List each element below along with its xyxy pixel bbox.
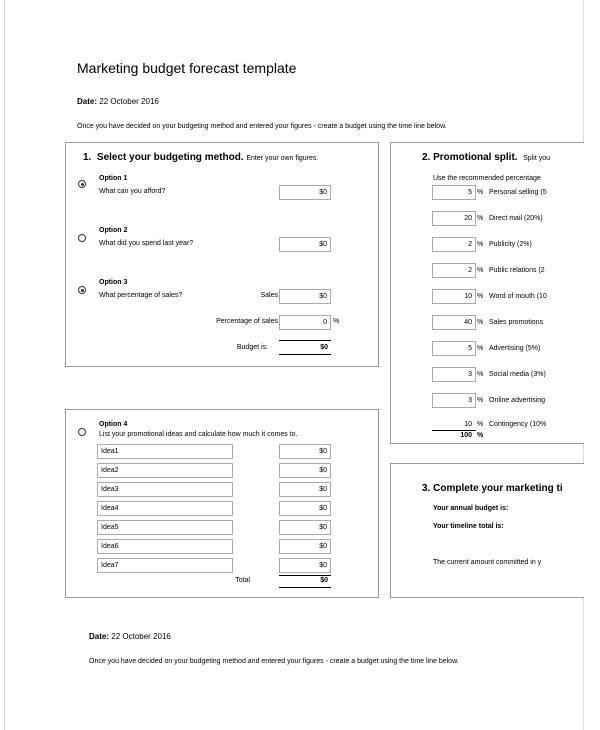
option4-radio[interactable] xyxy=(78,428,86,436)
idea6-amount-input[interactable]: $0 xyxy=(279,539,331,554)
section2-number: 2. xyxy=(422,152,431,163)
ideas-total-value: $0 xyxy=(320,577,328,584)
intro-text: Once you have decided on your budgeting method and entered your figures - create a budget using the time line below. xyxy=(77,123,447,130)
idea7-amount-input[interactable]: $0 xyxy=(279,558,331,573)
option1-title: Option 1 xyxy=(99,175,128,182)
split-advertising-label: Advertising (5%) xyxy=(489,345,541,352)
option1-amount-input[interactable]: $0 xyxy=(279,185,331,200)
date-line xyxy=(77,97,159,106)
option1-radio[interactable] xyxy=(78,180,86,188)
split-pct-sign: % xyxy=(477,189,484,196)
split-public-relations-label: Public relations (2 xyxy=(489,267,545,274)
split-publicity-input[interactable]: 2 xyxy=(432,237,476,252)
current-committed-text: The current amount committed in y xyxy=(433,559,542,566)
split-sales-promotions-input[interactable]: 40 xyxy=(432,315,476,330)
split-word-of-mouth-label: Word of mouth (10 xyxy=(489,293,547,300)
split-advertising-input[interactable]: 5 xyxy=(432,341,476,356)
split-personal-selling-label: Personal selling (5 xyxy=(489,189,547,196)
idea3-amount-input[interactable]: $0 xyxy=(279,482,331,497)
footer-date-label: Date: xyxy=(89,632,110,641)
option2-title: Option 2 xyxy=(99,227,128,234)
split-online-advertising-input[interactable]: 3 xyxy=(432,393,476,408)
section2-sub: Split you xyxy=(523,155,550,162)
split-word-of-mouth-input[interactable]: 10 xyxy=(432,289,476,304)
option3-radio[interactable] xyxy=(78,286,86,294)
budget-label: Budget is: xyxy=(236,344,268,351)
split-contingency-value[interactable]: 10 xyxy=(464,421,472,428)
section1-heading xyxy=(83,152,318,163)
split-total-sign: % xyxy=(477,432,484,439)
split-public-relations-input[interactable]: 2 xyxy=(432,263,476,278)
option3-desc: What percentage of sales? xyxy=(99,292,183,299)
split-pct-sign: % xyxy=(477,215,484,222)
split-pct-sign: % xyxy=(477,241,484,248)
option4-title: Option 4 xyxy=(99,421,128,428)
section1-sub: Enter your own figures. xyxy=(246,155,319,162)
split-sales-promotions-label: Sales promotions xyxy=(489,319,544,326)
option2-amount-input[interactable]: $0 xyxy=(279,237,331,252)
date-label: Date: xyxy=(77,97,98,106)
idea6-name-input[interactable]: Idea6 xyxy=(97,539,233,554)
footer-intro-text: Once you have decided on your budgeting method and entered your figures - create a budget using the time line below. xyxy=(89,658,459,665)
budget-rule xyxy=(279,340,331,341)
split-social-media-input[interactable]: 3 xyxy=(432,367,476,382)
split-pct-sign: % xyxy=(477,421,484,428)
page-title: Marketing budget forecast template xyxy=(77,60,297,76)
idea3-name-input[interactable]: Idea3 xyxy=(97,482,233,497)
split-contingency-label: Contingency (10% xyxy=(489,421,547,428)
idea2-amount-input[interactable]: $0 xyxy=(279,463,331,478)
idea1-name-input[interactable]: Idea1 xyxy=(97,444,233,459)
section2-heading xyxy=(422,152,550,163)
section1-number: 1. xyxy=(83,152,92,163)
percentage-label: Percentage of sales xyxy=(216,318,278,325)
ideas-total-rule xyxy=(279,575,331,576)
split-publicity-label: Publicity (2%) xyxy=(489,241,532,248)
percentage-sign: % xyxy=(333,318,340,325)
option3-title: Option 3 xyxy=(99,279,128,286)
budget-underline xyxy=(279,354,331,355)
section3-number: 3. xyxy=(422,483,431,494)
option2-desc: What did you spend last year? xyxy=(99,240,194,247)
ideas-total-underline xyxy=(279,587,331,588)
timeline-panel xyxy=(390,463,584,598)
idea5-amount-input[interactable]: $0 xyxy=(279,520,331,535)
option4-desc: List your promotional ideas and calculate how much it comes to. xyxy=(99,431,298,438)
split-online-advertising-label: Online advertising xyxy=(489,397,546,404)
split-direct-mail-input[interactable]: 20 xyxy=(432,211,476,226)
page-left-edge xyxy=(4,0,5,730)
split-pct-sign: % xyxy=(477,397,484,404)
split-pct-sign: % xyxy=(477,319,484,326)
idea2-name-input[interactable]: Idea2 xyxy=(97,463,233,478)
split-pct-sign: % xyxy=(477,293,484,300)
split-total-value: 100 xyxy=(460,432,472,439)
budget-value: $0 xyxy=(320,344,328,351)
split-pct-sign: % xyxy=(477,345,484,352)
date-value: 22 October 2016 xyxy=(99,97,159,106)
percentage-input[interactable]: 0 xyxy=(279,315,331,330)
footer-date-value: 22 October 2016 xyxy=(111,632,171,641)
idea5-name-input[interactable]: Idea5 xyxy=(97,520,233,535)
section1-title: Select your budgeting method. xyxy=(96,152,244,163)
ideas-total-label: Total xyxy=(235,577,250,584)
option2-radio[interactable] xyxy=(78,234,86,242)
annual-budget-label: Your annual budget is: xyxy=(433,505,509,512)
section2-intro: Use the recommended percentage xyxy=(433,175,541,182)
section3-heading xyxy=(422,483,563,494)
idea1-amount-input[interactable]: $0 xyxy=(279,444,331,459)
split-social-media-label: Social media (3%) xyxy=(489,371,546,378)
section2-title: Promotional split. xyxy=(433,152,518,163)
sales-input[interactable]: $0 xyxy=(279,289,331,304)
promotional-split-panel xyxy=(390,142,584,444)
section3-title: Complete your marketing ti xyxy=(433,483,563,494)
split-pct-sign: % xyxy=(477,371,484,378)
split-personal-selling-input[interactable]: 5 xyxy=(432,185,476,200)
option1-desc: What can you afford? xyxy=(99,188,166,195)
split-pct-sign: % xyxy=(477,267,484,274)
budget-method-panel xyxy=(65,142,379,367)
idea4-amount-input[interactable]: $0 xyxy=(279,501,331,516)
idea7-name-input[interactable]: Idea7 xyxy=(97,558,233,573)
idea4-name-input[interactable]: Idea4 xyxy=(97,501,233,516)
footer-date-line xyxy=(89,632,171,641)
split-direct-mail-label: Direct mail (20%) xyxy=(489,215,543,222)
sales-label: Sales xyxy=(260,292,278,299)
option4-panel xyxy=(65,409,379,598)
split-total-rule xyxy=(432,430,476,431)
timeline-total-label: Your timeline total is: xyxy=(433,523,504,530)
